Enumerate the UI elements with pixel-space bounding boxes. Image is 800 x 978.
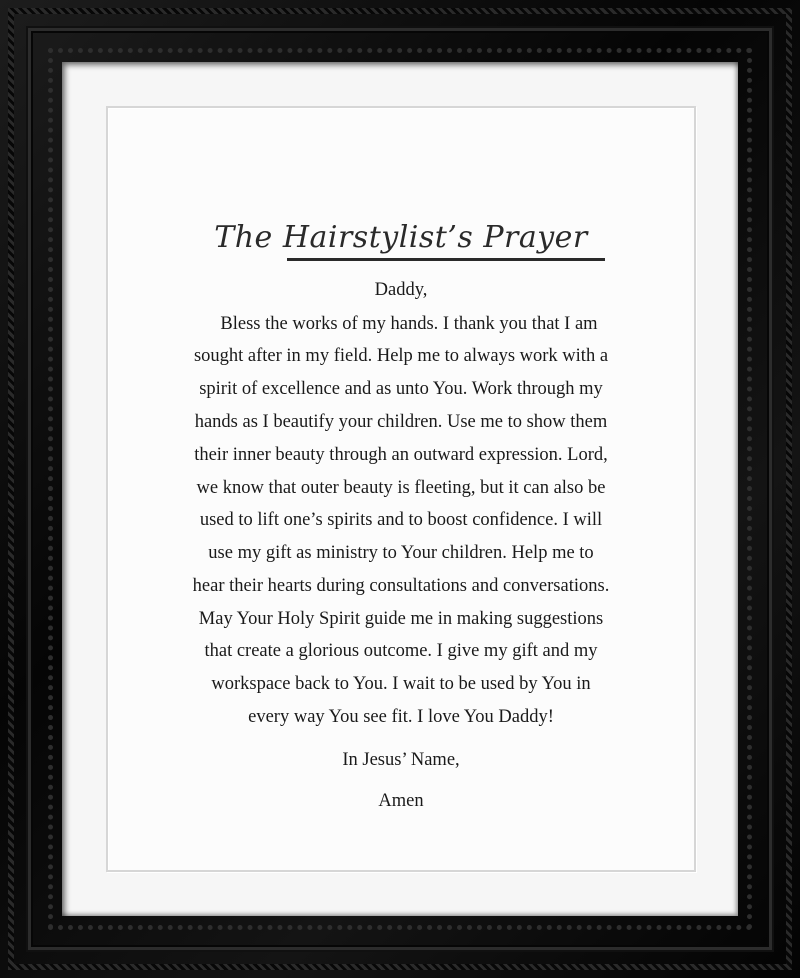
prayer-title: The Hairstylist’s Prayer [214, 220, 588, 255]
amen-signoff: Amen [378, 791, 424, 811]
prayer-line: workspace back to You. I wait to be used by You in [211, 674, 591, 694]
prayer-line: we know that outer beauty is fleeting, but it can also be [196, 478, 606, 498]
prayer-line: that create a glorious outcome. I give my gift and my [204, 641, 598, 661]
prayer-line: Bless the works of my hands. I thank you that I am [220, 314, 598, 334]
prayer-line: spirit of excellence and as unto You. Work through my [199, 379, 603, 399]
prayer-line: every way You see fit. I love You Daddy! [248, 707, 554, 727]
prayer-line: use my gift as ministry to Your children. Help me to [208, 543, 594, 563]
prayer-line: sought after in my field. Help me to always work with a [193, 346, 609, 366]
prayer-line: hear their hearts during consultations and conversations. [192, 576, 610, 596]
mat-board [62, 62, 738, 916]
prayer-line: used to lift one’s spirits and to boost confidence. I will [199, 510, 603, 530]
prayer-line: May Your Holy Spirit guide me in making suggestions [198, 609, 604, 629]
prayer-line: their inner beauty through an outward expression. Lord, [194, 445, 608, 465]
closing-line: In Jesus’ Name, [342, 750, 460, 770]
prayer-line: hands as I beautify your children. Use me to show them [194, 412, 608, 432]
print-area [106, 106, 696, 872]
greeting: Daddy, [374, 280, 428, 300]
title-underline [287, 258, 605, 261]
